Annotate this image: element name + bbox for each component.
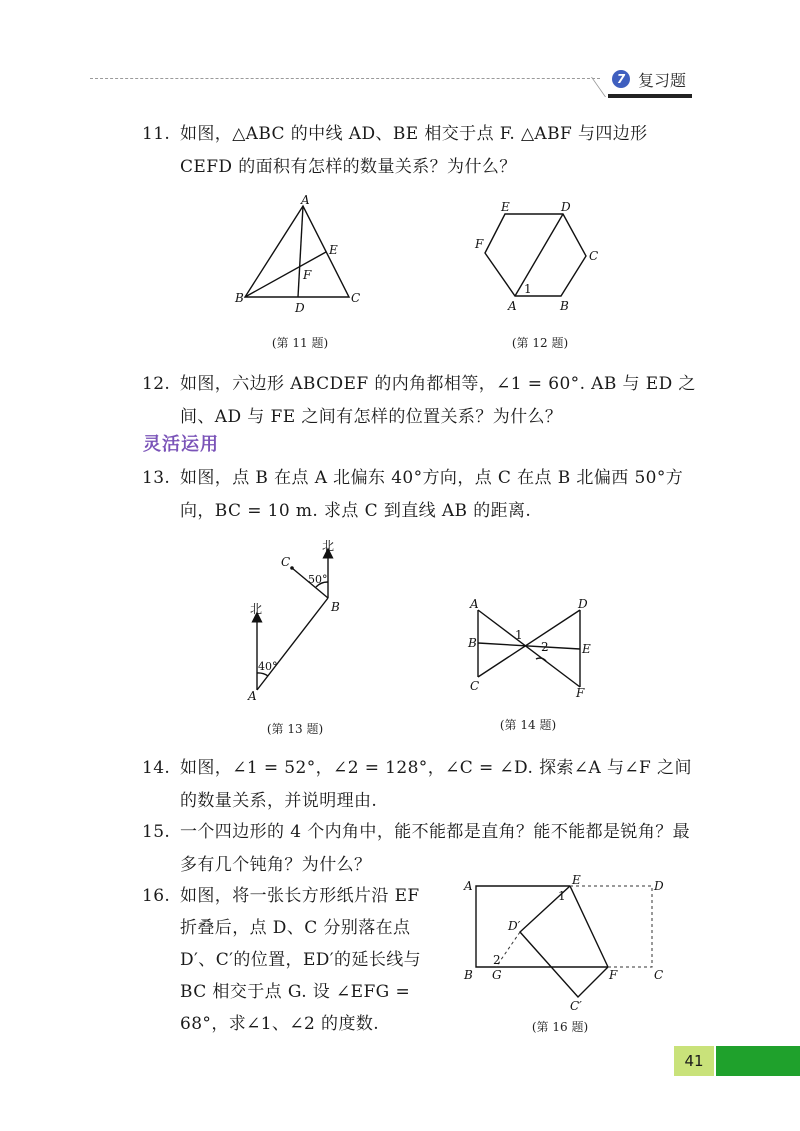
label-f: F: [475, 237, 484, 251]
problem-text: 如图，∠1 = 52°，∠2 = 128°，∠C = ∠D. 探索∠A 与∠F 之间的数量关系，并说明理由.: [180, 758, 692, 811]
label-d: D: [561, 200, 571, 214]
problem-text: 一个四边形的 4 个内角中，能不能都是直角？能不能都是锐角？最多有几个钝角？为什么？: [180, 822, 691, 875]
problem-11: [142, 118, 702, 184]
label-d: D: [578, 597, 588, 611]
problem-12: [142, 368, 702, 434]
problem-text: 如图，六边形 ABCDEF 的内角都相等，∠1 = 60°. AB 与 ED 之间、AD 与 FE 之间有怎样的位置关系？为什么？: [180, 374, 696, 427]
problem-number: 14.: [142, 758, 171, 778]
label-angle-1: 1: [524, 282, 532, 296]
label-a: A: [470, 597, 479, 611]
label-f: F: [576, 686, 585, 700]
label-b: B: [331, 600, 340, 614]
figure-11: [225, 192, 375, 317]
chapter-title: 复习题: [638, 71, 687, 90]
label-angle-2: 2: [541, 640, 549, 654]
problem-number: 12.: [142, 374, 171, 394]
figure-14-caption: (第 14 题): [499, 718, 557, 732]
label-c: C: [281, 555, 291, 569]
label-c: C: [470, 679, 480, 693]
label-d: D: [654, 879, 664, 893]
page-number: 41: [674, 1046, 714, 1076]
label-e: E: [572, 873, 581, 887]
page-number-bar: [716, 1046, 800, 1076]
label-a: A: [508, 299, 517, 313]
header-dashed-rule: [90, 78, 600, 79]
label-angle-40: 40°: [258, 660, 278, 673]
label-f: F: [303, 268, 312, 282]
problem-number: 13.: [142, 468, 171, 488]
problem-13: [142, 462, 702, 528]
label-angle-50: 50°: [308, 573, 328, 586]
segment-ad: [515, 214, 563, 296]
label-b: B: [560, 299, 569, 313]
label-f: F: [609, 968, 618, 982]
label-b: B: [235, 291, 244, 305]
original-position-dashed: [570, 886, 652, 967]
label-d: D: [295, 301, 305, 315]
label-c: C: [589, 249, 599, 263]
label-c: C: [351, 291, 361, 305]
figure-12-caption: (第 12 题): [511, 336, 569, 350]
hexagon-abcdef: [485, 214, 586, 296]
label-angle-1: 1: [515, 628, 523, 642]
label-b: B: [468, 636, 477, 650]
angle-arc-40: [257, 673, 268, 676]
segment-ef: [570, 886, 608, 967]
problem-number: 15.: [142, 822, 171, 842]
label-c-prime: C′: [570, 999, 582, 1013]
figure-16-caption: (第 16 题): [531, 1020, 589, 1034]
figure-12: [470, 198, 610, 318]
label-angle-2: 2: [493, 953, 501, 967]
median-be: [245, 252, 326, 297]
problem-text: 如图，将一张长方形纸片沿 EF 折叠后，点 D、C 分别落在点 D′、C′的位置，ED′的延长线与 BC 相交于点 G. 设 ∠EFG = 68°，求∠1、∠2 的度数.: [180, 886, 422, 1034]
label-d-prime: D′: [508, 919, 521, 933]
label-a: A: [301, 193, 310, 207]
problem-text: 如图，△ABC 的中线 AD、BE 相交于点 F. △ABF 与四边形 CEFD 的面积有怎样的数量关系？为什么？: [180, 124, 648, 177]
label-north-a: 北: [250, 602, 263, 616]
label-e: E: [329, 243, 338, 257]
label-a: A: [464, 879, 473, 893]
chapter-number-badge: 7: [612, 70, 630, 88]
problem-16: [142, 880, 442, 1040]
median-ad: [298, 206, 303, 297]
label-g: G: [492, 968, 502, 982]
figure-13: [240, 535, 350, 705]
label-angle-1: 1: [558, 889, 566, 903]
figure-11-caption: (第 11 题): [271, 336, 329, 350]
problem-14: [142, 752, 702, 818]
header-bar: [608, 94, 692, 98]
label-b: B: [464, 968, 473, 982]
label-e: E: [582, 642, 591, 656]
problem-text: 如图，点 B 在点 A 北偏东 40°方向，点 C 在点 B 北偏西 50°方向，BC = 10 m. 求点 C 到直线 AB 的距离.: [180, 468, 684, 521]
figure-16: [460, 872, 670, 1020]
label-c: C: [654, 968, 664, 982]
problem-number: 11.: [142, 124, 171, 144]
label-e: E: [501, 200, 510, 214]
figure-14: [460, 595, 605, 700]
label-a: A: [248, 689, 257, 703]
section-title: 灵活运用: [143, 434, 219, 455]
figure-13-caption: (第 13 题): [266, 722, 324, 736]
problem-number: 16.: [142, 886, 171, 906]
label-north-b: 北: [322, 539, 335, 553]
